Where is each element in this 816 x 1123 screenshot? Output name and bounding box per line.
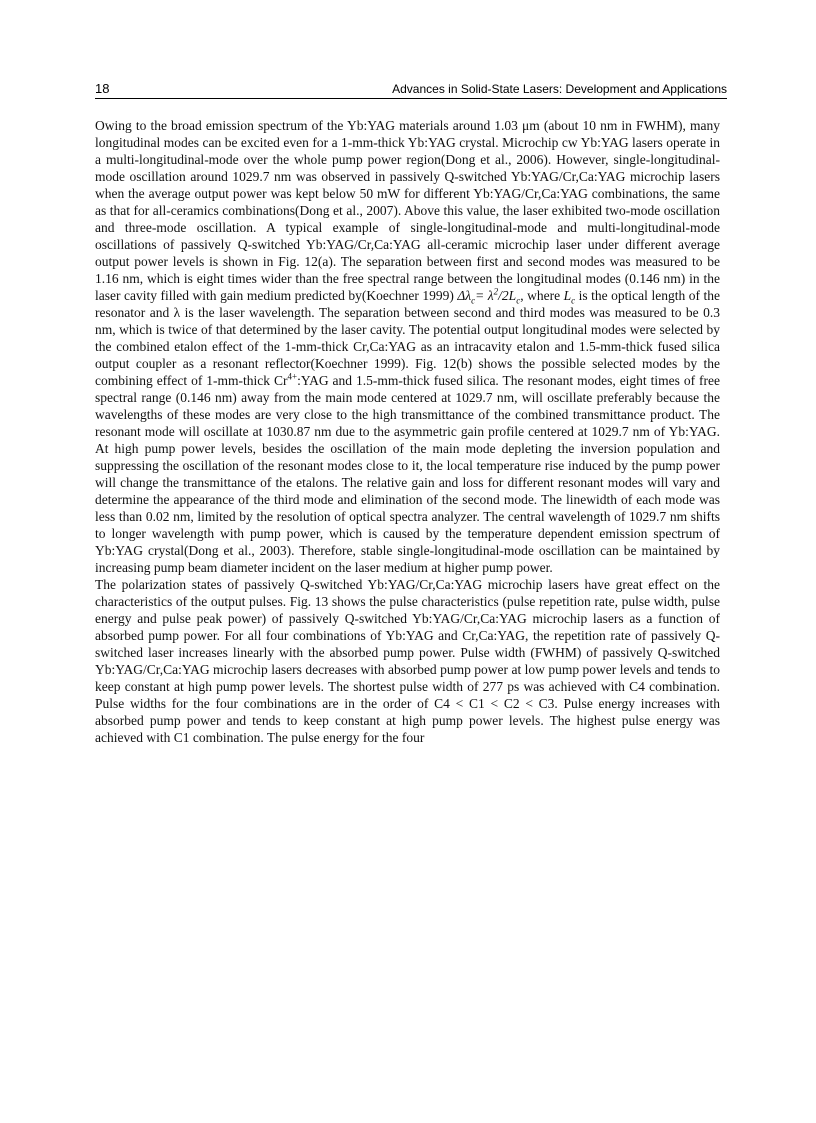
paragraph-1-part-d: :YAG and 1.5-mm-thick fused silica. The resonant modes, eight times of free spectral range (0.146 nm) away from the main mode centered at 1029.7 nm, will oscillate preferably because the wavelengths of these modes are very close to the high transmittance of the combined transmittance product. The resonant mode will oscillate at 1030.87 nm due to the asymmetric gain profile centered at 1029.7 nm of Yb:YAG. At high pump power levels, besides the oscillation of the main mode depleting the inversion population and suppressing the oscillation of the resonant modes close to it, the local temperature rise induced by the pump power will change the transmittance of the etalons. The relative gain and loss for different resonant modes will vary and determine the appearance of the third mode and elimination of the second mode. The linewidth of each mode was less than 0.02 nm, limited by the resolution of optical spectra analyzer. The central wavelength of 1029.7 nm shifts to longer wavelength with pump power, which is caused by the temperature dependent emission spectrum of Yb:YAG crystal(Dong et al., 2003). Therefore, stable single-longitudinal-mode oscillation can be maintained by increasing pump beam diameter incident on the laser medium at higher pump power. — [95, 373, 720, 575]
symbol-optical-length: $L_c$ — [563, 288, 576, 306]
page-header — [95, 80, 727, 99]
paragraph-mode-oscillation — [95, 117, 720, 576]
page-number: 18 — [95, 81, 110, 96]
running-title: Advances in Solid-State Lasers: Development and Applications — [392, 82, 727, 96]
body-text — [95, 117, 720, 746]
paragraph-1-part-c: is the optical length of the resonator and λ is the laser wavelength. The separation between second and third modes was measured to be 0.3 nm, which is twice of that determined by the laser cavity. The potential output longitudinal modes were selected by the combined etalon effect of the 1-mm-thick Cr,Ca:YAG as an intracavity etalon and 1.5-mm-thick fused silica output coupler as a resonant reflector(Koechner 1999). Fig. 12(b) shows the possible selected modes by the combining effect of 1-mm-thick Cr — [95, 288, 720, 388]
paragraph-1-part-a: Owing to the broad emission spectrum of the Yb:YAG materials around 1.03 μm (about 10 nm in FWHM), many longitudinal modes can be excited even for a 1-mm-thick Yb:YAG crystal. Microchip cw Yb:YAG lasers operate in a multi-longitudinal-mode over the whole pump power region(Dong et al., 2006). However, single-longitudinal-mode oscillation around 1029.7 nm was observed in passively Q-switched Yb:YAG/Cr,Ca:YAG microchip lasers when the average output power was kept below 50 mW for different Yb:YAG/Cr,Ca:YAG combinations, the same as that for all-ceramics combinations(Dong et al., 2007). Above this value, the laser exhibited two-mode oscillation and three-mode oscillation. A typical example of single-longitudinal-mode and multi-longitudinal-mode oscillations of passively Q-switched Yb:YAG/Cr,Ca:YAG all-ceramic microchip laser under different average output power levels is shown in Fig. 12(a). The separation between first and second modes was measured to be 1.16 nm, which is eight times wider than the free spectral range between the longitudinal modes (0.146 nm) in the laser cavity filled with gain medium predicted by(Koechner 1999) — [95, 118, 720, 303]
equation-delta-lambda: $\Delta\lambda_c= \lambda^2/2L_c$ — [457, 286, 521, 306]
paragraph-polarization: The polarization states of passively Q-switched Yb:YAG/Cr,Ca:YAG microchip lasers have great effect on the characteristics of the output pulses. Fig. 13 shows the pulse characteristics (pulse repetition rate, pulse width, pulse energy and pulse peak power) of passively Q-switched Yb:YAG/Cr,Ca:YAG microchip lasers as a function of absorbed pump power. For all four combinations of Yb:YAG and Cr,Ca:YAG, the repetition rate of passively Q-switched laser increases linearly with the absorbed pump power. Pulse width (FWHM) of passively Q-switched Yb:YAG/Cr,Ca:YAG microchip lasers decreases with absorbed pump power at low pump power levels and tends to keep constant at high pump power levels. The shortest pulse width of 277 ps was achieved with C4 combination. Pulse widths for the four combinations are in the order of C4 < C1 < C2 < C3. Pulse energy increases with absorbed pump power and tends to keep constant at high pump power levels. The highest pulse energy was achieved with C1 combination. The pulse energy for the four — [95, 577, 720, 745]
paragraph-1-part-b: , where — [520, 288, 564, 303]
superscript-4plus: 4+ — [287, 371, 298, 382]
